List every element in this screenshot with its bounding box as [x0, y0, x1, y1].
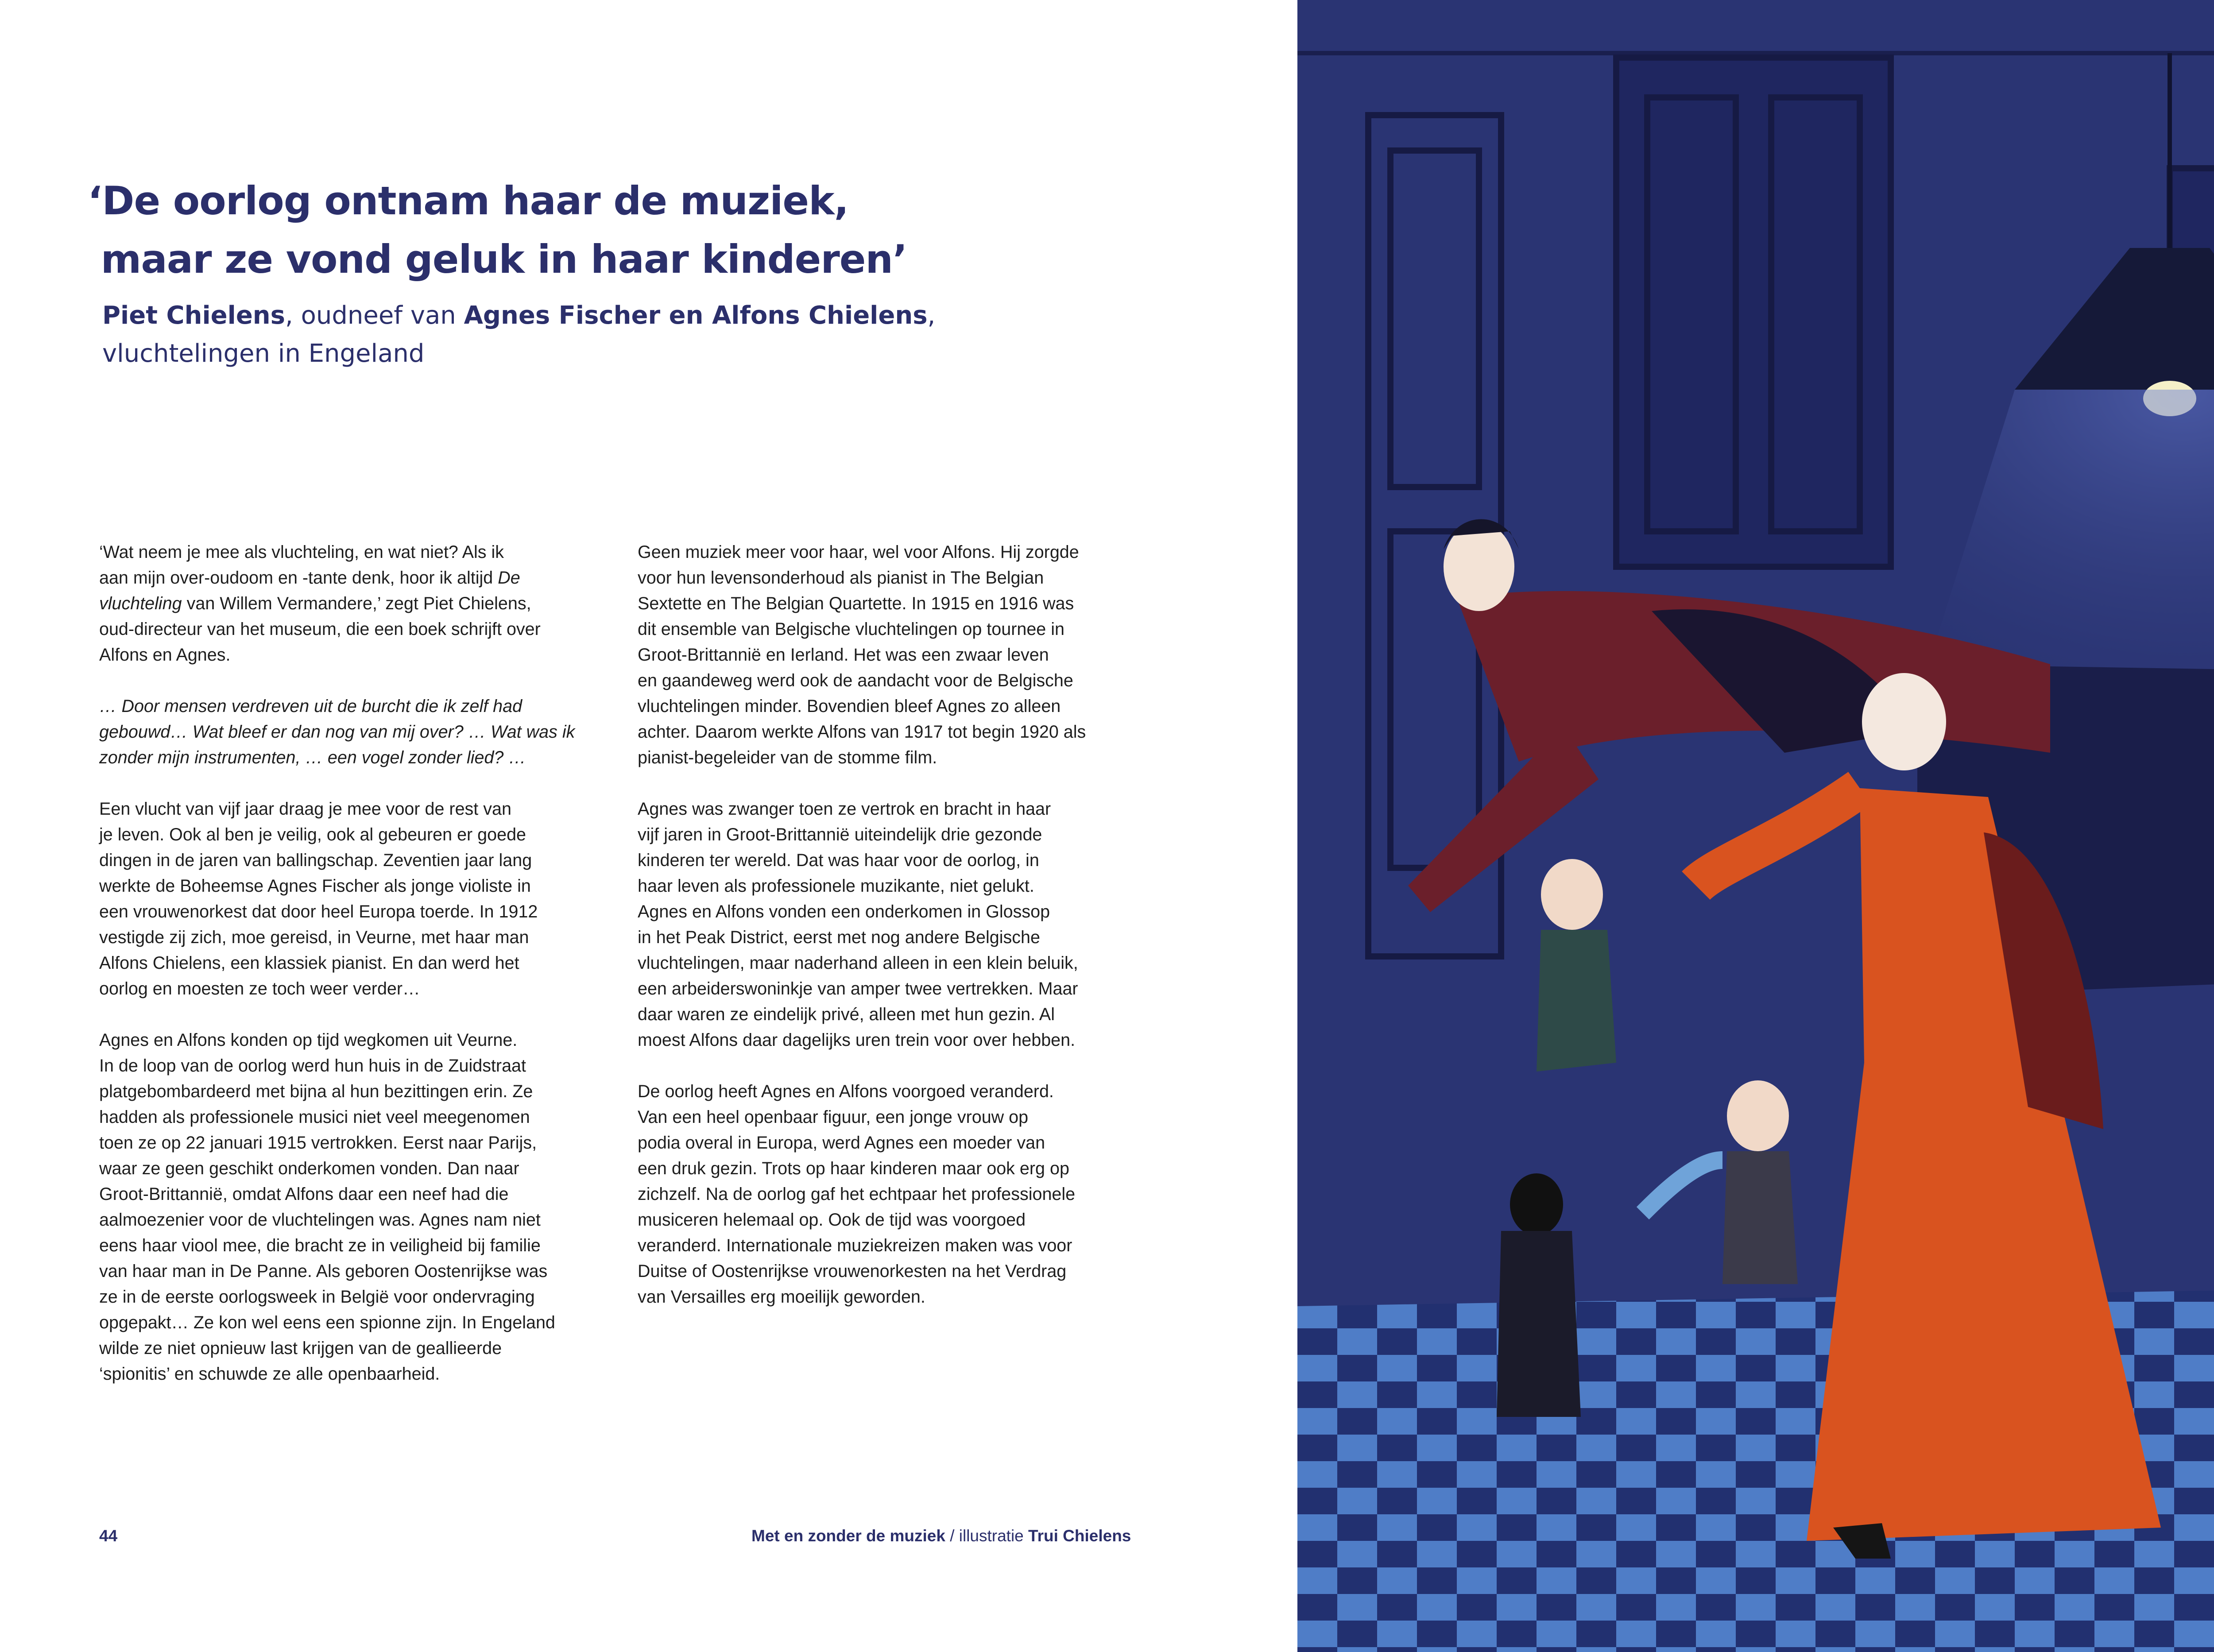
text-line: werkte de Boheemse Agnes Fischer als jonge violiste in [99, 876, 531, 896]
illustrator-name: Trui Chielens [1028, 1527, 1131, 1545]
text-column-2 [638, 539, 1147, 1335]
text-run: van Willem Vermandere,’ zegt Piet Chielens, [182, 594, 531, 613]
byline-relation: , oudneef van [285, 301, 464, 330]
text-line: vijf jaren in Groot-Brittannië uiteindelijk drie gezonde [638, 825, 1042, 844]
illustration-credit [751, 1527, 1131, 1545]
text-line: Duitse of Oostenrijkse vrouwenorkesten na het Verdrag [638, 1261, 1067, 1281]
article-byline [102, 297, 1209, 373]
song-title-italic: vluchteling [99, 594, 182, 613]
page-number: 44 [99, 1527, 118, 1545]
text-line: aalmoezenier voor de vluchtelingen was. Agnes nam niet [99, 1210, 541, 1230]
paragraph [638, 796, 1147, 1053]
text-line: pianist-begeleider van de stomme film. [638, 748, 937, 767]
title-line-2: maar ze vond geluk in haar kinderen’ [88, 236, 907, 282]
text-line: Sextette en The Belgian Quartette. In 1915 en 1916 was [638, 594, 1074, 613]
text-line: wilde ze niet opnieuw last krijgen van de geallieerde [99, 1339, 502, 1358]
paragraph [638, 539, 1147, 770]
text-line: en gaandeweg werd ook de aandacht voor de Belgische [638, 671, 1073, 690]
text-column-1 [99, 539, 608, 1412]
text-line: zichzelf. Na de oorlog gaf het echtpaar het professionele [638, 1184, 1076, 1204]
text-line: gebouwd… Wat bleef er dan nog van mij over? … Wat was ik [99, 722, 575, 742]
text-line: kinderen ter wereld. Dat was haar voor de oorlog, in [638, 851, 1039, 870]
text-line: zonder mijn instrumenten, … een vogel zonder lied? … [99, 748, 526, 767]
text-line: podia overal in Europa, werd Agnes een moeder van [638, 1133, 1045, 1153]
text-line: hadden als professionele musici niet veel meegenomen [99, 1107, 530, 1127]
text-line: Agnes en Alfons konden op tijd wegkomen uit Veurne. [99, 1030, 518, 1050]
text-line: Geen muziek meer voor haar, wel voor Alfons. Hij zorgde [638, 542, 1079, 562]
text-line: ‘spionitis’ en schuwde ze alle openbaarheid. [99, 1364, 440, 1384]
violinist-family-illustration [1297, 0, 2214, 1652]
text-line: van Versailles erg moeilijk geworden. [638, 1287, 925, 1307]
text-line: In de loop van de oorlog werd hun huis in de Zuidstraat [99, 1056, 526, 1076]
text-line: waar ze geen geschikt onderkomen vonden. Dan naar [99, 1159, 519, 1178]
byline-subjects: Agnes Fischer en Alfons Chielens [464, 301, 928, 330]
text-line: Agnes en Alfons vonden een onderkomen in Glossop [638, 902, 1050, 921]
text-line: voor hun levensonderhoud als pianist in The Belgian [638, 568, 1044, 588]
text-line: veranderd. Internationale muziekreizen maken was voor [638, 1236, 1072, 1255]
byline-comma: , [927, 301, 936, 330]
text-line: toen ze op 22 januari 1915 vertrokken. Eerst naar Parijs, [99, 1133, 537, 1153]
text-line: vluchtelingen, maar naderhand alleen in een klein beluik, [638, 953, 1078, 973]
text-line: een druk gezin. Trots op haar kinderen maar ook erg op [638, 1159, 1069, 1178]
byline-role: vluchtelingen in Engeland [102, 339, 425, 368]
text-line: een arbeiderswoninkje van amper twee vertrekken. Maar [638, 979, 1078, 998]
lyrics-quote [99, 693, 608, 770]
text-line: Van een heel openbaar figuur, een jonge vrouw op [638, 1107, 1029, 1127]
byline-author: Piet Chielens [102, 301, 285, 330]
text-line: Groot-Brittannië, omdat Alfons daar een neef had die [99, 1184, 509, 1204]
text-line: moest Alfons daar dagelijks uren trein voor over hebben. [638, 1030, 1076, 1050]
title-line-1: ‘De oorlog ontnam haar de muziek, [88, 178, 849, 224]
text-line: haar leven als professionele muzikante, niet gelukt. [638, 876, 1034, 896]
text-line [99, 565, 608, 591]
text-line: vestigde zij zich, moe gereisd, in Veurne, met haar man [99, 928, 529, 947]
article-title [88, 172, 1239, 289]
paragraph [99, 1027, 608, 1387]
song-title-italic: De [498, 568, 520, 588]
text-line: oud-directeur van het museum, die een boek schrijft over [99, 619, 541, 639]
text-line: oorlog en moesten ze toch weer verder… [99, 979, 420, 998]
text-line: De oorlog heeft Agnes en Alfons voorgoed veranderd. [638, 1082, 1054, 1101]
paragraph [99, 539, 608, 668]
text-line: in het Peak District, eerst met nog andere Belgische [638, 928, 1040, 947]
text-line [99, 591, 608, 616]
text-line: Alfons Chielens, een klassiek pianist. En dan werd het [99, 953, 519, 973]
text-line: een vrouwenorkest dat door heel Europa toerde. In 1912 [99, 902, 538, 921]
text-line: van haar man in De Panne. Als geboren Oostenrijkse was [99, 1261, 548, 1281]
text-line: Alfons en Agnes. [99, 645, 231, 665]
text-line: eens haar viool mee, die bracht ze in veiligheid bij familie [99, 1236, 541, 1255]
text-line: je leven. Ook al ben je veilig, ook al gebeuren er goede [99, 825, 526, 844]
text-line: platgebombardeerd met bijna al hun bezittingen erin. Ze [99, 1082, 533, 1101]
text-run: aan mijn over-oudoom en -tante denk, hoor ik altijd [99, 568, 498, 588]
door-center [1616, 58, 1891, 567]
text-line: achter. Daarom werkte Alfons van 1917 tot begin 1920 als [638, 722, 1086, 742]
text-line: Agnes was zwanger toen ze vertrok en bracht in haar [638, 799, 1051, 819]
text-line: dingen in de jaren van ballingschap. Zeventien jaar lang [99, 851, 532, 870]
text-line: Groot-Brittannië en Ierland. Het was een zwaar leven [638, 645, 1049, 665]
text-line: musiceren helemaal op. Ook de tijd was voorgoed [638, 1210, 1026, 1230]
text-line: daar waren ze eindelijk privé, alleen met hun gezin. Al [638, 1005, 1055, 1024]
section-name: Met en zonder de muziek [751, 1527, 945, 1545]
paragraph [99, 796, 608, 1002]
text-line: Een vlucht van vijf jaar draag je mee voor de rest van [99, 799, 511, 819]
paragraph [638, 1079, 1147, 1310]
credit-separator: / illustratie [945, 1527, 1029, 1545]
text-line: dit ensemble van Belgische vluchtelingen op tournee in [638, 619, 1064, 639]
text-line: opgepakt… Ze kon wel eens een spionne zijn. In Engeland [99, 1313, 555, 1332]
text-line: … Door mensen verdreven uit de burcht die ik zelf had [99, 696, 523, 716]
text-line: ze in de eerste oorlogsweek in België voor ondervraging [99, 1287, 535, 1307]
text-line: vluchtelingen minder. Bovendien bleef Agnes zo alleen [638, 696, 1061, 716]
illustration-panel [1297, 0, 2214, 1652]
text-line: ‘Wat neem je mee als vluchteling, en wat niet? Als ik [99, 542, 504, 562]
